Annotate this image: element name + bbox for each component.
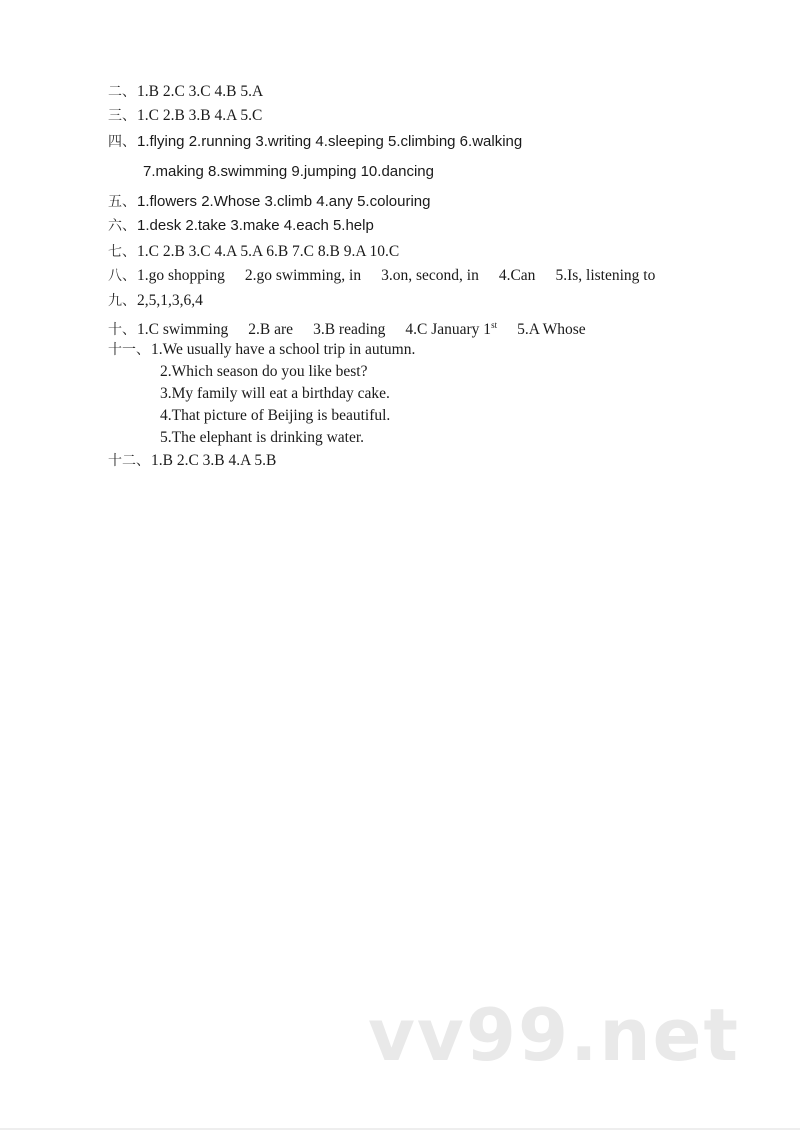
section-10-answer-3: 3.B reading xyxy=(313,321,386,338)
section-4-continued xyxy=(143,162,434,182)
section-8-answer-4: 4.Can xyxy=(498,267,536,284)
section-6 xyxy=(108,216,374,236)
section-9-answers: 2,5,1,3,6,4 xyxy=(137,292,203,309)
section-3-answers: 1.C 2.B 3.B 4.A 5.C xyxy=(137,107,263,124)
section-12-number: 十二、 xyxy=(108,453,150,469)
watermark: vv99.net xyxy=(368,993,740,1077)
section-10-answer-4: 4.C January 1 xyxy=(405,321,492,338)
section-11-sentence-2: 2.Which season do you like best? xyxy=(160,363,368,380)
section-4 xyxy=(108,132,522,152)
section-4-answers-line1: 1.flying 2.running 3.writing 4.sleeping 5.climbing 6.walking xyxy=(137,133,523,150)
section-11-line-3 xyxy=(160,384,390,404)
section-11-sentence-1: 1.We usually have a school trip in autumn. xyxy=(151,341,416,358)
section-10-answer-2: 2.B are xyxy=(248,321,294,338)
section-7-number: 七、 xyxy=(108,244,136,260)
section-2-number: 二、 xyxy=(108,84,136,100)
page-bottom-edge xyxy=(0,1128,800,1130)
section-11-sentence-5: 5.The elephant is drinking water. xyxy=(160,429,365,446)
section-8-answer-1: 1.go shopping xyxy=(137,267,225,284)
section-11-sentence-4: 4.That picture of Beijing is beautiful. xyxy=(160,407,391,424)
section-4-answers-line2: 7.making 8.swimming 9.jumping 10.dancing xyxy=(143,163,434,180)
section-3-number: 三、 xyxy=(108,108,136,124)
section-8-answer-2: 2.go swimming, in xyxy=(244,267,362,284)
section-7-answers: 1.C 2.B 3.C 4.A 5.A 6.B 7.C 8.B 9.A 10.C xyxy=(137,243,400,260)
section-12 xyxy=(108,451,276,471)
section-9-number: 九、 xyxy=(108,293,136,309)
section-6-number: 六、 xyxy=(108,218,136,234)
section-10-answer-1: 1.C swimming xyxy=(137,321,229,338)
section-10-answer-5: 5.A Whose xyxy=(517,321,586,338)
section-12-answers: 1.B 2.C 3.B 4.A 5.B xyxy=(151,452,277,469)
section-5-answers: 1.flowers 2.Whose 3.climb 4.any 5.colouring xyxy=(137,193,431,210)
section-6-answers: 1.desk 2.take 3.make 4.each 5.help xyxy=(137,217,374,234)
section-10-number: 十、 xyxy=(108,322,136,338)
section-3 xyxy=(108,106,262,126)
section-4-number: 四、 xyxy=(108,134,136,150)
section-5-number: 五、 xyxy=(108,194,136,210)
section-11-line-4 xyxy=(160,406,390,426)
section-11 xyxy=(108,340,415,360)
section-7 xyxy=(108,242,399,262)
section-8 xyxy=(108,266,655,286)
section-10 xyxy=(108,315,586,340)
section-8-answer-5: 5.Is, listening to xyxy=(555,267,656,284)
section-11-sentence-3: 3.My family will eat a birthday cake. xyxy=(160,385,390,402)
section-8-number: 八、 xyxy=(108,268,136,284)
section-9 xyxy=(108,291,203,311)
section-2-answers: 1.B 2.C 3.C 4.B 5.A xyxy=(137,83,264,100)
section-11-number: 十一、 xyxy=(108,342,150,358)
section-11-line-2 xyxy=(160,362,367,382)
section-5 xyxy=(108,192,430,212)
section-2 xyxy=(108,82,263,102)
section-10-superscript: st xyxy=(491,320,498,330)
section-11-line-5 xyxy=(160,428,364,448)
section-8-answer-3: 3.on, second, in xyxy=(381,267,479,284)
